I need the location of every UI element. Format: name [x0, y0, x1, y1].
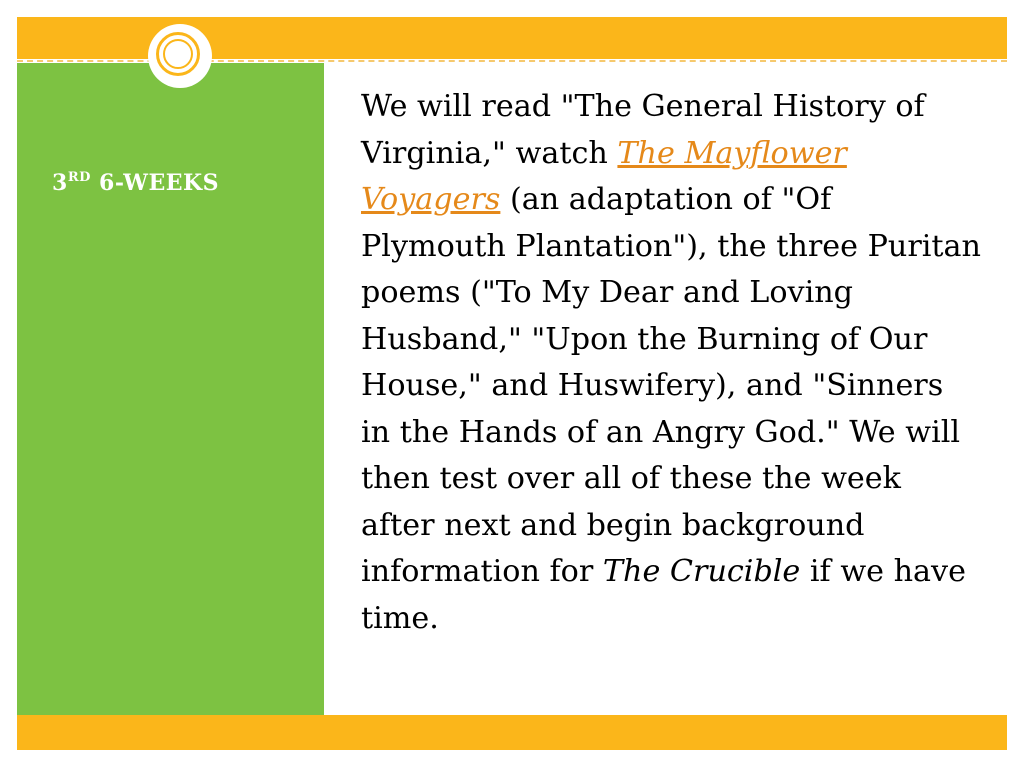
sidebar-title-number: 3	[52, 170, 68, 196]
circle-emblem-icon	[148, 24, 212, 88]
slide-body-text	[361, 84, 981, 642]
body-text-part2: (an adaptation of "Of Plymouth Plantation"), the three Puritan poems ("To My Dear and Loving Husband," "Upon the Burning of Our House," and Huswifery), and "Sinners in the Hands of an Angry God." We will then test over all of these the week after next and begin background information for	[361, 182, 981, 589]
bottom-band	[17, 715, 1007, 750]
mayflower-voyagers-link[interactable]: The Mayflower Voyagers	[361, 135, 847, 217]
sidebar-panel	[17, 63, 324, 715]
body-text-part1: We will read "The General History of Virginia," watch	[361, 89, 925, 171]
emblem-ring	[156, 32, 200, 76]
body-text-part3: if we have time.	[361, 554, 966, 636]
crucible-title: The Crucible	[602, 554, 801, 589]
sidebar-title-rest: 6-WEEKS	[90, 170, 220, 196]
emblem-inner-ring	[163, 39, 193, 69]
sidebar-title-suffix: RD	[67, 170, 91, 185]
sidebar-title	[52, 170, 219, 196]
